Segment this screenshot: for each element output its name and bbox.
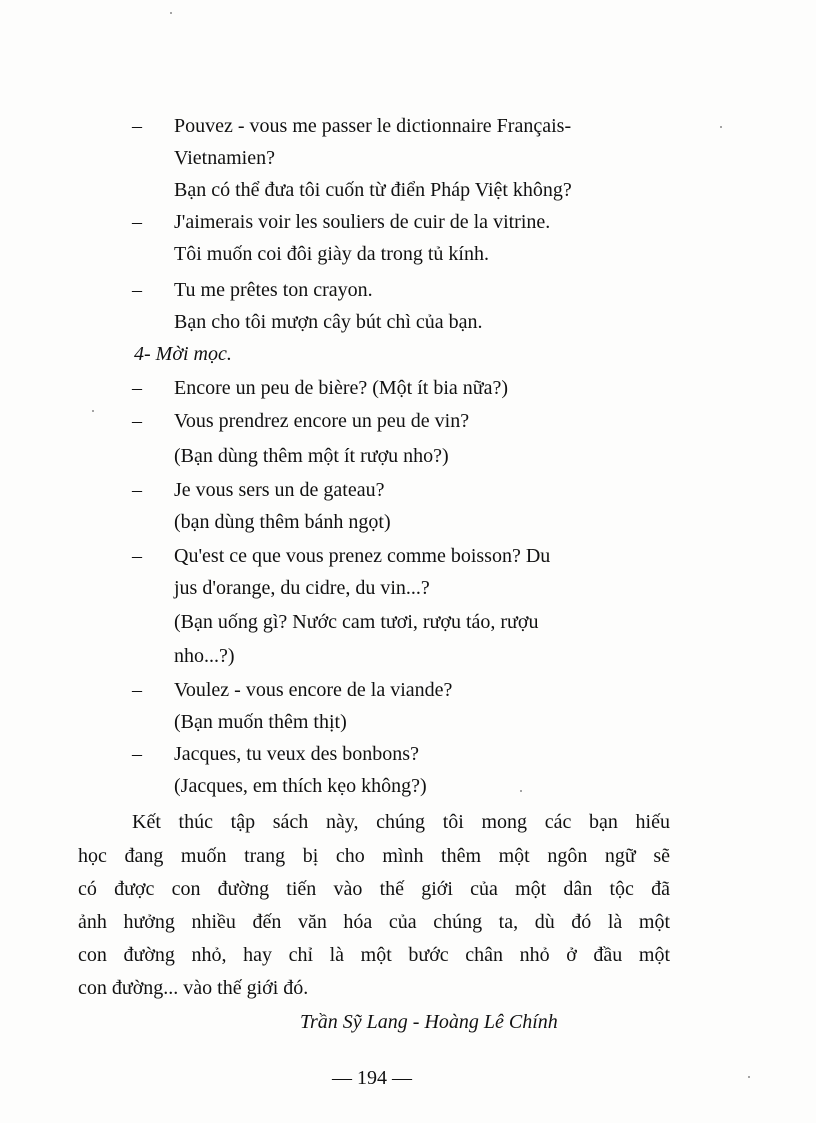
closing-paragraph-line: con đường nhỏ, hay chỉ là một bước chân nhỏ ở đầu một: [78, 944, 670, 966]
french-sentence-cont: jus d'orange, du cidre, du vin...?: [174, 577, 430, 599]
scan-speck: [720, 126, 722, 128]
french-sentence: Jacques, tu veux des bonbons?: [174, 743, 419, 765]
french-sentence: Encore un peu de bière? (Một ít bia nữa?): [174, 377, 509, 399]
french-sentence-cont: Vietnamien?: [174, 147, 275, 169]
vietnamese-translation: (Bạn dùng thêm một ít rượu nho?): [174, 445, 449, 467]
closing-paragraph-line: con đường... vào thế giới đó.: [78, 977, 309, 999]
dash-marker: –: [132, 479, 142, 501]
vietnamese-translation: (Bạn uống gì? Nước cam tươi, rượu táo, rượu: [174, 611, 539, 633]
vietnamese-translation: (bạn dùng thêm bánh ngọt): [174, 511, 391, 533]
author-signature: Trần Sỹ Lang - Hoàng Lê Chính: [300, 1011, 558, 1033]
dash-marker: –: [132, 743, 142, 765]
dash-marker: –: [132, 279, 142, 301]
closing-paragraph-line: học đang muốn trang bị cho mình thêm một ngôn ngữ sẽ: [78, 845, 670, 867]
closing-paragraph-line: ảnh hưởng nhiều đến văn hóa của chúng ta, dù đó là một: [78, 911, 670, 933]
closing-paragraph-line: Kết thúc tập sách này, chúng tôi mong các bạn hiếu: [132, 811, 670, 833]
section-heading: 4- Mời mọc.: [134, 343, 232, 365]
french-sentence: J'aimerais voir les souliers de cuir de la vitrine.: [174, 211, 551, 233]
vietnamese-translation: (Jacques, em thích kẹo không?): [174, 775, 427, 797]
vietnamese-translation: Bạn có thể đưa tôi cuốn từ điển Pháp Việt không?: [174, 179, 572, 201]
dash-marker: –: [132, 410, 142, 432]
french-sentence: Tu me prêtes ton crayon.: [174, 279, 373, 301]
scan-speck: [520, 790, 522, 792]
french-sentence: Voulez - vous encore de la viande?: [174, 679, 453, 701]
vietnamese-translation: (Bạn muốn thêm thịt): [174, 711, 347, 733]
dash-marker: –: [132, 211, 142, 233]
dash-marker: –: [132, 545, 142, 567]
french-sentence: Vous prendrez encore un peu de vin?: [174, 410, 470, 432]
dash-marker: –: [132, 377, 142, 399]
vietnamese-translation-cont: nho...?): [174, 645, 235, 667]
vietnamese-translation: Tôi muốn coi đôi giày da trong tủ kính.: [174, 243, 489, 265]
closing-paragraph-line: có được con đường tiến vào thế giới của một dân tộc đã: [78, 878, 670, 900]
dash-marker: –: [132, 679, 142, 701]
scan-speck: [748, 1076, 750, 1078]
vietnamese-translation: Bạn cho tôi mượn cây bút chì của bạn.: [174, 311, 483, 333]
scan-speck: [170, 12, 172, 14]
dash-marker: –: [132, 115, 142, 137]
french-sentence: Je vous sers un de gateau?: [174, 479, 385, 501]
scan-speck: [92, 410, 94, 412]
french-sentence: Pouvez - vous me passer le dictionnaire Français-: [174, 115, 572, 137]
page-number: — 194 —: [332, 1067, 412, 1089]
french-sentence: Qu'est ce que vous prenez comme boisson? Du: [174, 545, 551, 567]
